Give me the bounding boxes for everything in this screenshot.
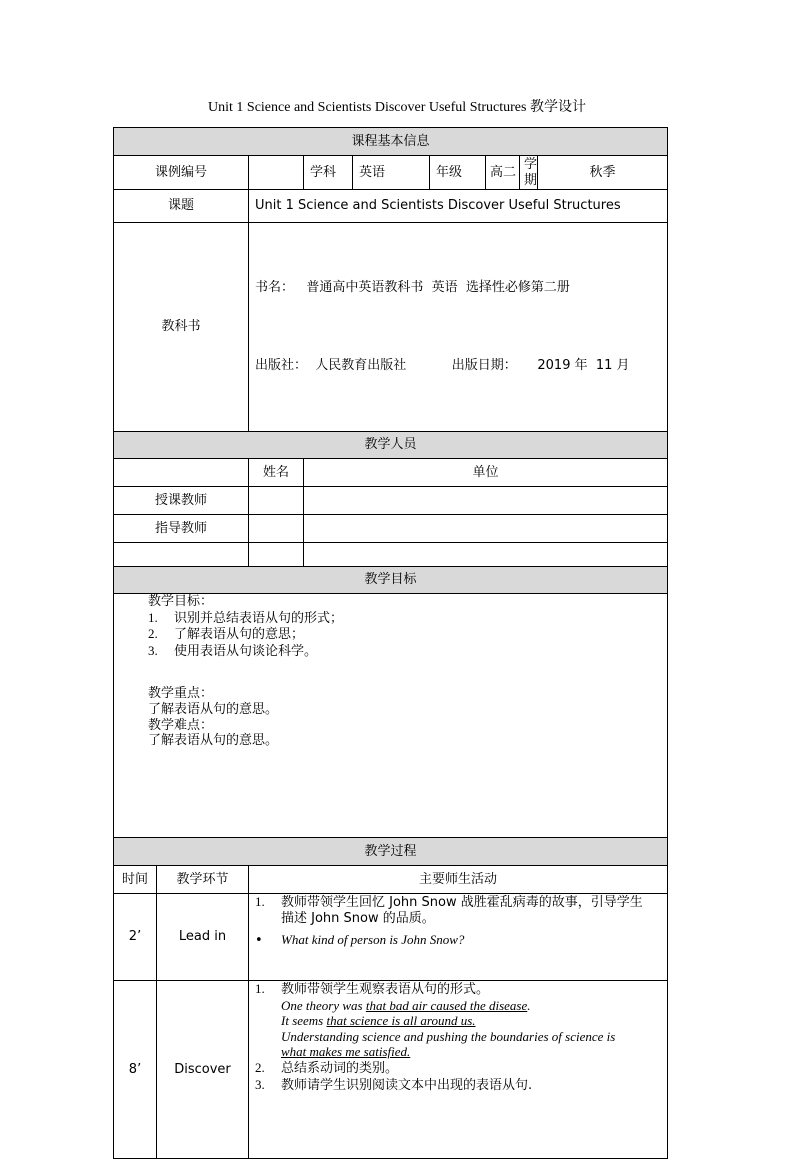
staff-name — [249, 515, 304, 543]
process-row-leadin — [114, 894, 668, 981]
textbook-row — [114, 223, 668, 432]
goal-item: 3. 使用表语从句谈论科学。 — [148, 642, 318, 659]
objectives-content — [114, 594, 668, 838]
book-name: 书名： 普通高中英语教科书 英语 选择性必修第二册 — [255, 280, 570, 295]
case-no-value — [249, 156, 304, 190]
col-time: 时间 — [114, 866, 157, 894]
staff-unit — [304, 515, 668, 543]
term-value: 秋季 — [538, 156, 668, 190]
term-label: 学期 — [523, 156, 537, 188]
stage-name: Discover — [157, 981, 249, 1159]
section-label: 课程基本信息 — [114, 128, 668, 156]
key-text: 了解表语从句的意思。 — [148, 701, 279, 717]
stage-time: 8’ — [114, 981, 157, 1159]
textbook-label: 教科书 — [114, 223, 249, 432]
activity-text: 描述 John Snow 的品质。 — [281, 910, 435, 926]
unit-header: 单位 — [304, 459, 668, 487]
textbook-details — [249, 223, 668, 432]
staff-role — [114, 543, 249, 567]
staff-row — [114, 543, 668, 567]
goal-item: 1. 识别并总结表语从句的形式； — [148, 609, 344, 626]
stage-activity: 1. 教师带领学生回忆 John Snow 战胜霍乱病毒的故事，引导学生 描述 John Snow 的品质。 • What kind of person is John Snow? — [249, 894, 668, 981]
section-basic-info — [114, 128, 668, 156]
example-sentence: Understanding science and pushing the boundaries of science is — [281, 1028, 616, 1044]
example-sentence: One theory was that bad air caused the disease. — [281, 997, 531, 1013]
info-row — [114, 156, 668, 190]
section-label: 教学目标 — [114, 567, 668, 594]
example-sentence: what makes me satisfied. — [281, 1044, 411, 1060]
difficulty-label: 教学难点： — [148, 717, 214, 733]
grade-value: 高二 — [486, 156, 520, 189]
stage-activity: 1. 教师带领学生观察表语从句的形式。 One theory was that bad air caused the disease. It seems that science is all around us. Understanding science and pushing the boundaries of science is what makes me satisfied. 2. 总结系动词的类别。 3. 教师请学生识别阅读文本中出现的表语从句. — [249, 981, 668, 1159]
document-title — [0, 96, 794, 116]
example-sentence: It seems that science is all around us. — [281, 1013, 476, 1029]
staff-unit — [304, 543, 668, 567]
col-activity: 主要师生活动 — [249, 866, 668, 894]
topic-label: 课题 — [114, 190, 249, 223]
grade-label: 年级 — [430, 156, 486, 190]
section-label: 教学过程 — [114, 838, 668, 866]
staff-row — [114, 515, 668, 543]
goal-item: 2. 了解表语从句的意思； — [148, 626, 305, 643]
title-chinese: 教学设计 — [529, 99, 586, 115]
staff-name — [249, 543, 304, 567]
stage-name: Lead in — [157, 894, 249, 981]
title-english: Unit 1 Science and Scientists Discover Useful Structures — [208, 100, 527, 115]
key-label: 教学重点： — [148, 686, 214, 702]
subject-value: 英语 — [353, 156, 430, 190]
process-header-row — [114, 866, 668, 894]
name-header: 姓名 — [249, 459, 304, 487]
staff-header-row — [114, 459, 668, 487]
staff-row — [114, 487, 668, 515]
process-row-discover — [114, 981, 668, 1159]
topic-value: Unit 1 Science and Scientists Discover Useful Structures — [249, 190, 668, 223]
section-process — [114, 838, 668, 866]
difficulty-text: 了解表语从句的意思。 — [148, 733, 279, 749]
objectives-row — [114, 594, 668, 838]
topic-row — [114, 190, 668, 223]
case-no-label: 课例编号 — [114, 156, 249, 190]
goals-label: 教学目标： — [148, 594, 214, 609]
staff-role: 授课教师 — [114, 487, 249, 515]
staff-role: 指导教师 — [114, 515, 249, 543]
lesson-plan-table — [113, 127, 668, 1159]
staff-name — [249, 487, 304, 515]
section-label: 教学人员 — [114, 432, 668, 459]
col-stage: 教学环节 — [157, 866, 249, 894]
subject-label: 学科 — [304, 156, 353, 190]
stage-time: 2’ — [114, 894, 157, 981]
section-objectives — [114, 567, 668, 594]
blank-cell — [114, 459, 249, 487]
publisher: 出版社： 人民教育出版社 出版日期： 2019 年 11 月 — [255, 358, 630, 373]
staff-unit — [304, 487, 668, 515]
section-staff — [114, 432, 668, 459]
grade-term-cell — [486, 156, 538, 190]
